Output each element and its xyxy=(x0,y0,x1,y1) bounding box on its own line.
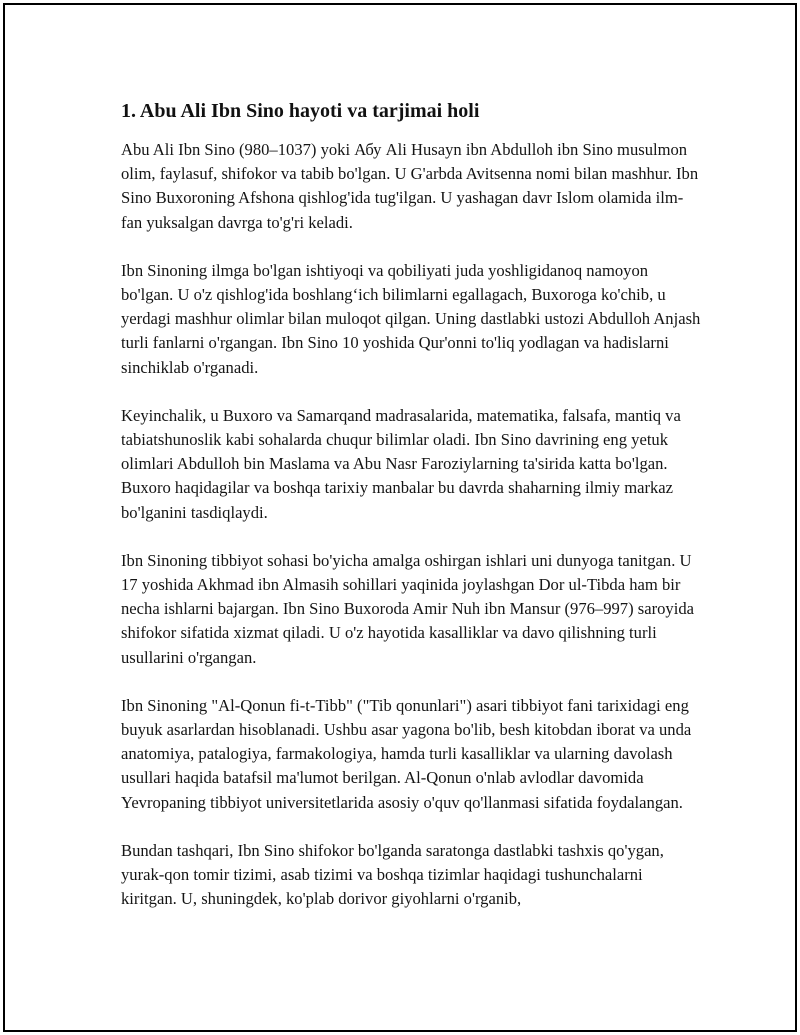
paragraph-early-education: Ibn Sinoning ilmga bo'lgan ishtiyoqi va qobiliyati juda yoshligidanoq namoyon bo'lgan. U o'z qishlog'ida boshlang‘ich bilimlarni egallagach, Buxoroga ko'chib, u yerdagi mashhur olimlar bilan muloqot qilgan. Uning dastlabki ustozi Abdulloh Anjash turli fanlarni o'rgangan. Ibn Sino 10 yoshida Qur'onni to'liq yodlagan va hadislarni sinchiklab o'rganadi. xyxy=(121,260,701,377)
paragraph-canon-of-medicine: Ibn Sinoning "Al-Qonun fi-t-Tibb" ("Tib qonunlari") asari tibbiyot fani tarixidagi eng buyuk asarlardan hisoblanadi. Ushbu asar yagona bo'lib, besh kitobdan iborat va unda anatomiya, patalogiya, farmakologiya, hamda turli kasalliklar va ularning davolash usullari haqida batafsil ma'lumot berilgan. Al-Qonun o'nlab avlodlar davomida Yevropaning tibbiyot universitetlarida asosiy o'quv qo'llanmasi sifatida foydalangan. xyxy=(121,695,692,812)
document-content xyxy=(121,97,701,935)
paragraph-birth: Abu Ali Ibn Sino (980–1037) yoki Абу Ali Husayn ibn Abdulloh ibn Sino musulmon olim, faylasuf, shifokor va tabib bo'lgan. U G'arbda Avitsenna nomi bilan mashhur. Ibn Sino Buxoroning Afshona qishlog'ida tug'ilgan. U yashagan davr Islom olamida ilm-fan yuksalgan davrga to'g'ri keladi. xyxy=(121,140,699,232)
paragraph-contributions: Bundan tashqari, Ibn Sino shifokor bo'lganda saratonga dastlabki tashxis qo'ygan, yurak-qon tomir tizimi, asab tizimi va boshqa tizimlar haqidagi tushunchalarni kiritgan. U, shuningdek, ko'plab dorivor giyohlarni o'rganib, xyxy=(121,840,664,909)
paragraph-medical-work: Ibn Sinoning tibbiyot sohasi bo'yicha amalga oshirgan ishlari uni dunyoga tanitgan. U 17 yoshida Akhmad ibn Almasih sohillari yaqinida joylashgan Dor ul-Tibda ham bir necha ishlarni bajargan. Ibn Sino Buxoroda Amir Nuh ibn Mansur (976–997) saroyida shifokor sifatida xizmat qiladi. U o'z hayotida kasalliklar va davo qilishning turli usullarini o'rgangan. xyxy=(121,550,694,667)
document-page xyxy=(3,3,797,1032)
section-title: 1. Abu Ali Ibn Sino hayoti va tarjimai holi xyxy=(121,100,480,122)
paragraph-madrasa-studies: Keyinchalik, u Buxoro va Samarqand madrasalarida, matematika, falsafa, mantiq va tabiatshunoslik kabi sohalarda chuqur bilimlar oladi. Ibn Sino davrining eng yetuk olimlari Abdulloh bin Maslama va Abu Nasr Faroziylarning ta'sirida katta bo'lgan. Buxoro haqidagilar va boshqa tarixiy manbalar bu davrda shaharning ilmiy markaz bo'lganini tasdiqlaydi. xyxy=(121,405,681,522)
